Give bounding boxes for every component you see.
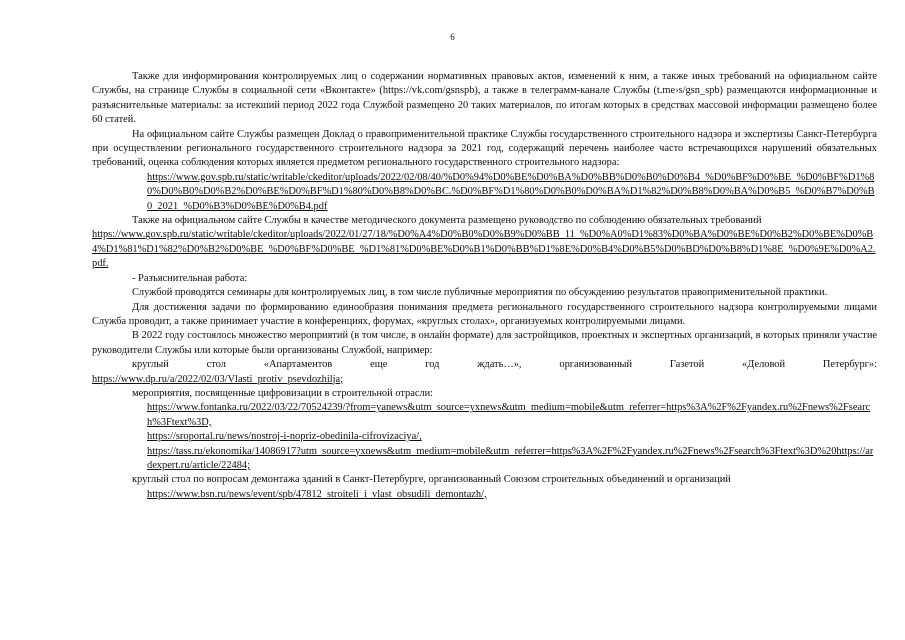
paragraph: Службой проводятся семинары для контролируемых лиц, в том числе публичные мероприятия по обсуждению результатов правоприменительной практики. bbox=[132, 287, 828, 299]
paragraph: круглый стол по вопросам демонтажа зданий в Санкт-Петербурге, организованный Союзом строительных объединений и организаций bbox=[132, 474, 731, 486]
link-sroportal[interactable]: https://sroportal.ru/news/nostroj-i-nopriz-obedinila-cifrovizaciya/, bbox=[147, 431, 422, 443]
link-dp[interactable]: https://www.dp.ru/a/2022/02/03/Vlasti_protiv_psevdozhilja; bbox=[92, 373, 343, 385]
document-body bbox=[92, 70, 877, 502]
paragraph: Для достижения задачи по формированию единообразия понимания предмета регионального государственного строительного надзора контролируемыми лицами Служба проводит, а также принимает участие в конференциях, форумах, «круглых столах», организуемых контролируемыми лицами. bbox=[92, 301, 877, 327]
paragraph: Также для информирования контролируемых лиц о содержании нормативных правовых актов, изменений к ним, а также иных требований на официальном сайте Службы, на странице Службы в социальной сети «Вконтакте» (https://vk.com/gsnspb), а также в телеграмм-канале Службы (t.me›s/gsn_spb) размещаются информационные и разъяснительные материалы: за истекший период 2022 года Службой размещено 20 таких материалов, по итогам которых в средствах массовой информации размещено более 60 статей. bbox=[92, 71, 877, 126]
paragraph: мероприятия, посвященные цифровизации в строительной отрасли: bbox=[132, 387, 434, 399]
paragraph: В 2022 году состоялось множество мероприятий (в том числе, в онлайн формате) для застройщиков, проектных и экспертных организаций, в которых приняли участие руководители Службы или которые были организованы Службой, например: bbox=[92, 330, 877, 356]
link-rukovodstvo[interactable]: https://www.gov.spb.ru/static/writable/ckeditor/uploads/2022/01/27/18/%D0%A4%D0%B0%D0%B9%D0%BB_11_%D0%A0%D1%83%D0%BA%D0%BE%D0%B2%D0%BE%D0%B4%D1%81%D1%82%D0%B2%D0%BE_%D0%BF%D0%BE_%D1%81%D0%BE%D0%B1%D0%BB%D1%8E%D0%B4%D0%B5%D0%BD%D0%B8%D1%8E_%D0%9E%D0%A2.pdf. bbox=[92, 229, 876, 270]
link-bsn[interactable]: https://www.bsn.ru/news/event/spb/47812_stroiteli_i_vlast_obsudili_demontazh/, bbox=[147, 488, 487, 500]
link-tass[interactable]: https://tass.ru/ekonomika/14086917?utm_source=yxnews&utm_medium=mobile&utm_referrer=https%3A%2F%2Fyandex.ru%2Fnews%2Fsearch%3Ftext%3D%20https://ardexpert.ru/article/22484; bbox=[147, 445, 874, 471]
paragraph: На официальном сайте Службы размещен Доклад о правоприменительной практике Службы государственного строительного надзора и экспертизы Санкт-Петербурга при осуществлении регионального государственного строительного надзора за 2021 год, содержащий перечень наиболее часто встречающихся нарушений обязательных требований, оценка соблюдения которых является предметом регионального государственного строительного надзора: bbox=[92, 128, 877, 169]
link-fontanka[interactable]: https://www.fontanka.ru/2022/03/22/70524239/?from=yanews&utm_source=yxnews&utm_medium=mobile&utm_referrer=https%3A%2F%2Fyandex.ru%2Fnews%2Fsearch%3Ftext%3D, bbox=[147, 402, 871, 428]
paragraph: - Разъяснительная работа: bbox=[132, 272, 248, 284]
page-number: 6 bbox=[450, 32, 455, 42]
paragraph: круглый стол «Апартаментов еще год ждать…», организованный Газетой «Деловой Петербург»: bbox=[132, 359, 877, 371]
link-doklad[interactable]: https://www.gov.spb.ru/static/writable/ckeditor/uploads/2022/02/08/40/%D0%94%D0%BE%D0%BA%D0%BB%D0%B0%D0%B4_%D0%BF%D0%BE_%D0%BF%D1%80%D0%B0%D0%B2%D0%BE%D0%BF%D1%80%D0%B8%D0%BC.%D0%BF%D1%80%D0%B0%D0%BA%D1%82%D0%B8%D0%BA%D0%B5_%D0%B7%D0%B0_2021_%D0%B3%D0%BE%D0%B4.pdf bbox=[147, 171, 875, 212]
paragraph: Также на официальном сайте Службы в качестве методического документа размещено руководство по соблюдению обязательных требований bbox=[132, 215, 762, 227]
